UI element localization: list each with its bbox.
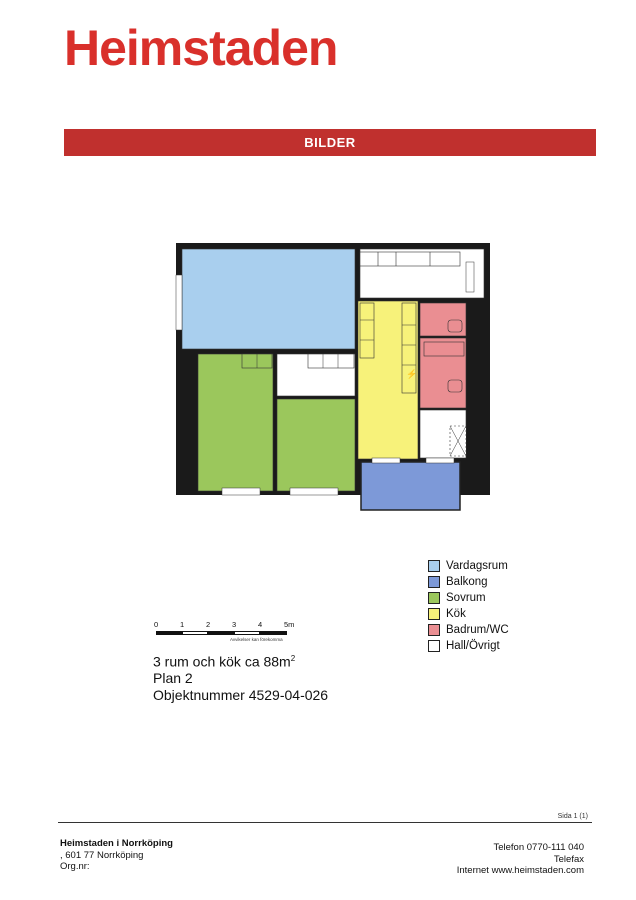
legend-label: Sovrum [446,592,486,604]
scale-tick-label: 1 [180,620,185,629]
footer-company [60,838,173,873]
kok-counter [402,303,416,393]
room-sovrum-2 [277,399,355,491]
footer-contact [457,842,584,877]
room-balkong [361,462,460,510]
legend-label: Vardagsrum [446,560,508,572]
legend-swatch [428,608,440,620]
legend-item [428,622,509,638]
legend-item [428,574,509,590]
legend [428,558,509,654]
window-sovrum-2 [290,488,338,495]
legend-label: Hall/Övrigt [446,640,500,652]
scale-tick-label: 4 [258,620,263,629]
apartment-info [153,651,328,703]
scale-segment [260,631,287,635]
legend-swatch [428,624,440,636]
scale-tick-label: 0 [154,620,159,629]
footer-divider [58,822,592,823]
scale-tick-label: 2 [206,620,211,629]
window-kok [372,458,400,463]
legend-label: Badrum/WC [446,624,509,636]
window-vardagsrum [176,275,182,330]
company-name: Heimstaden i Norrköping [60,838,173,849]
legend-label: Kök [446,608,466,620]
hall-cabinet [360,252,460,266]
window-sovrum-1 [222,488,260,495]
page-number: Sida 1 (1) [557,813,588,820]
window-hall [466,262,474,292]
kok-cabinet [360,303,374,358]
apartment-floor: Plan 2 [153,670,193,687]
scale-tick-label: 5m [284,620,295,629]
electric-icon: ⚡ [406,369,418,379]
contact-internet: Internet www.heimstaden.com [456,865,584,876]
legend-swatch [428,592,440,604]
contact-fax: Telefax [553,853,584,865]
window-balkong [426,458,454,463]
contact-phone: Telefon 0770-111 040 [493,842,584,853]
legend-item [428,590,509,606]
company-address: , 601 77 Norrköping [60,849,144,861]
scale-segment [182,631,208,635]
legend-swatch [428,640,440,652]
legend-item [428,606,509,622]
heimstaden-logo: Heimstaden [64,20,338,76]
room-vardagsrum [182,249,355,349]
scale-note: Avvikelser kan förekomma [230,637,283,642]
scale-segment [156,631,182,635]
scale-tick-label: 3 [232,620,237,629]
section-banner: BILDER [64,129,596,156]
company-org: Org.nr: [60,861,90,872]
room-sovrum-1 [198,354,273,491]
legend-swatch [428,576,440,588]
apartment-size: 3 rum och kök ca $88m^2$ [153,653,296,670]
apartment-object-number: Objektnummer 4529-04-026 [153,686,329,703]
scale-segment [234,631,260,635]
legend-label: Balkong [446,576,488,588]
legend-swatch [428,560,440,572]
legend-item [428,558,509,574]
scale-bar [154,620,294,650]
legend-item [428,638,509,654]
scale-segment [208,631,234,635]
